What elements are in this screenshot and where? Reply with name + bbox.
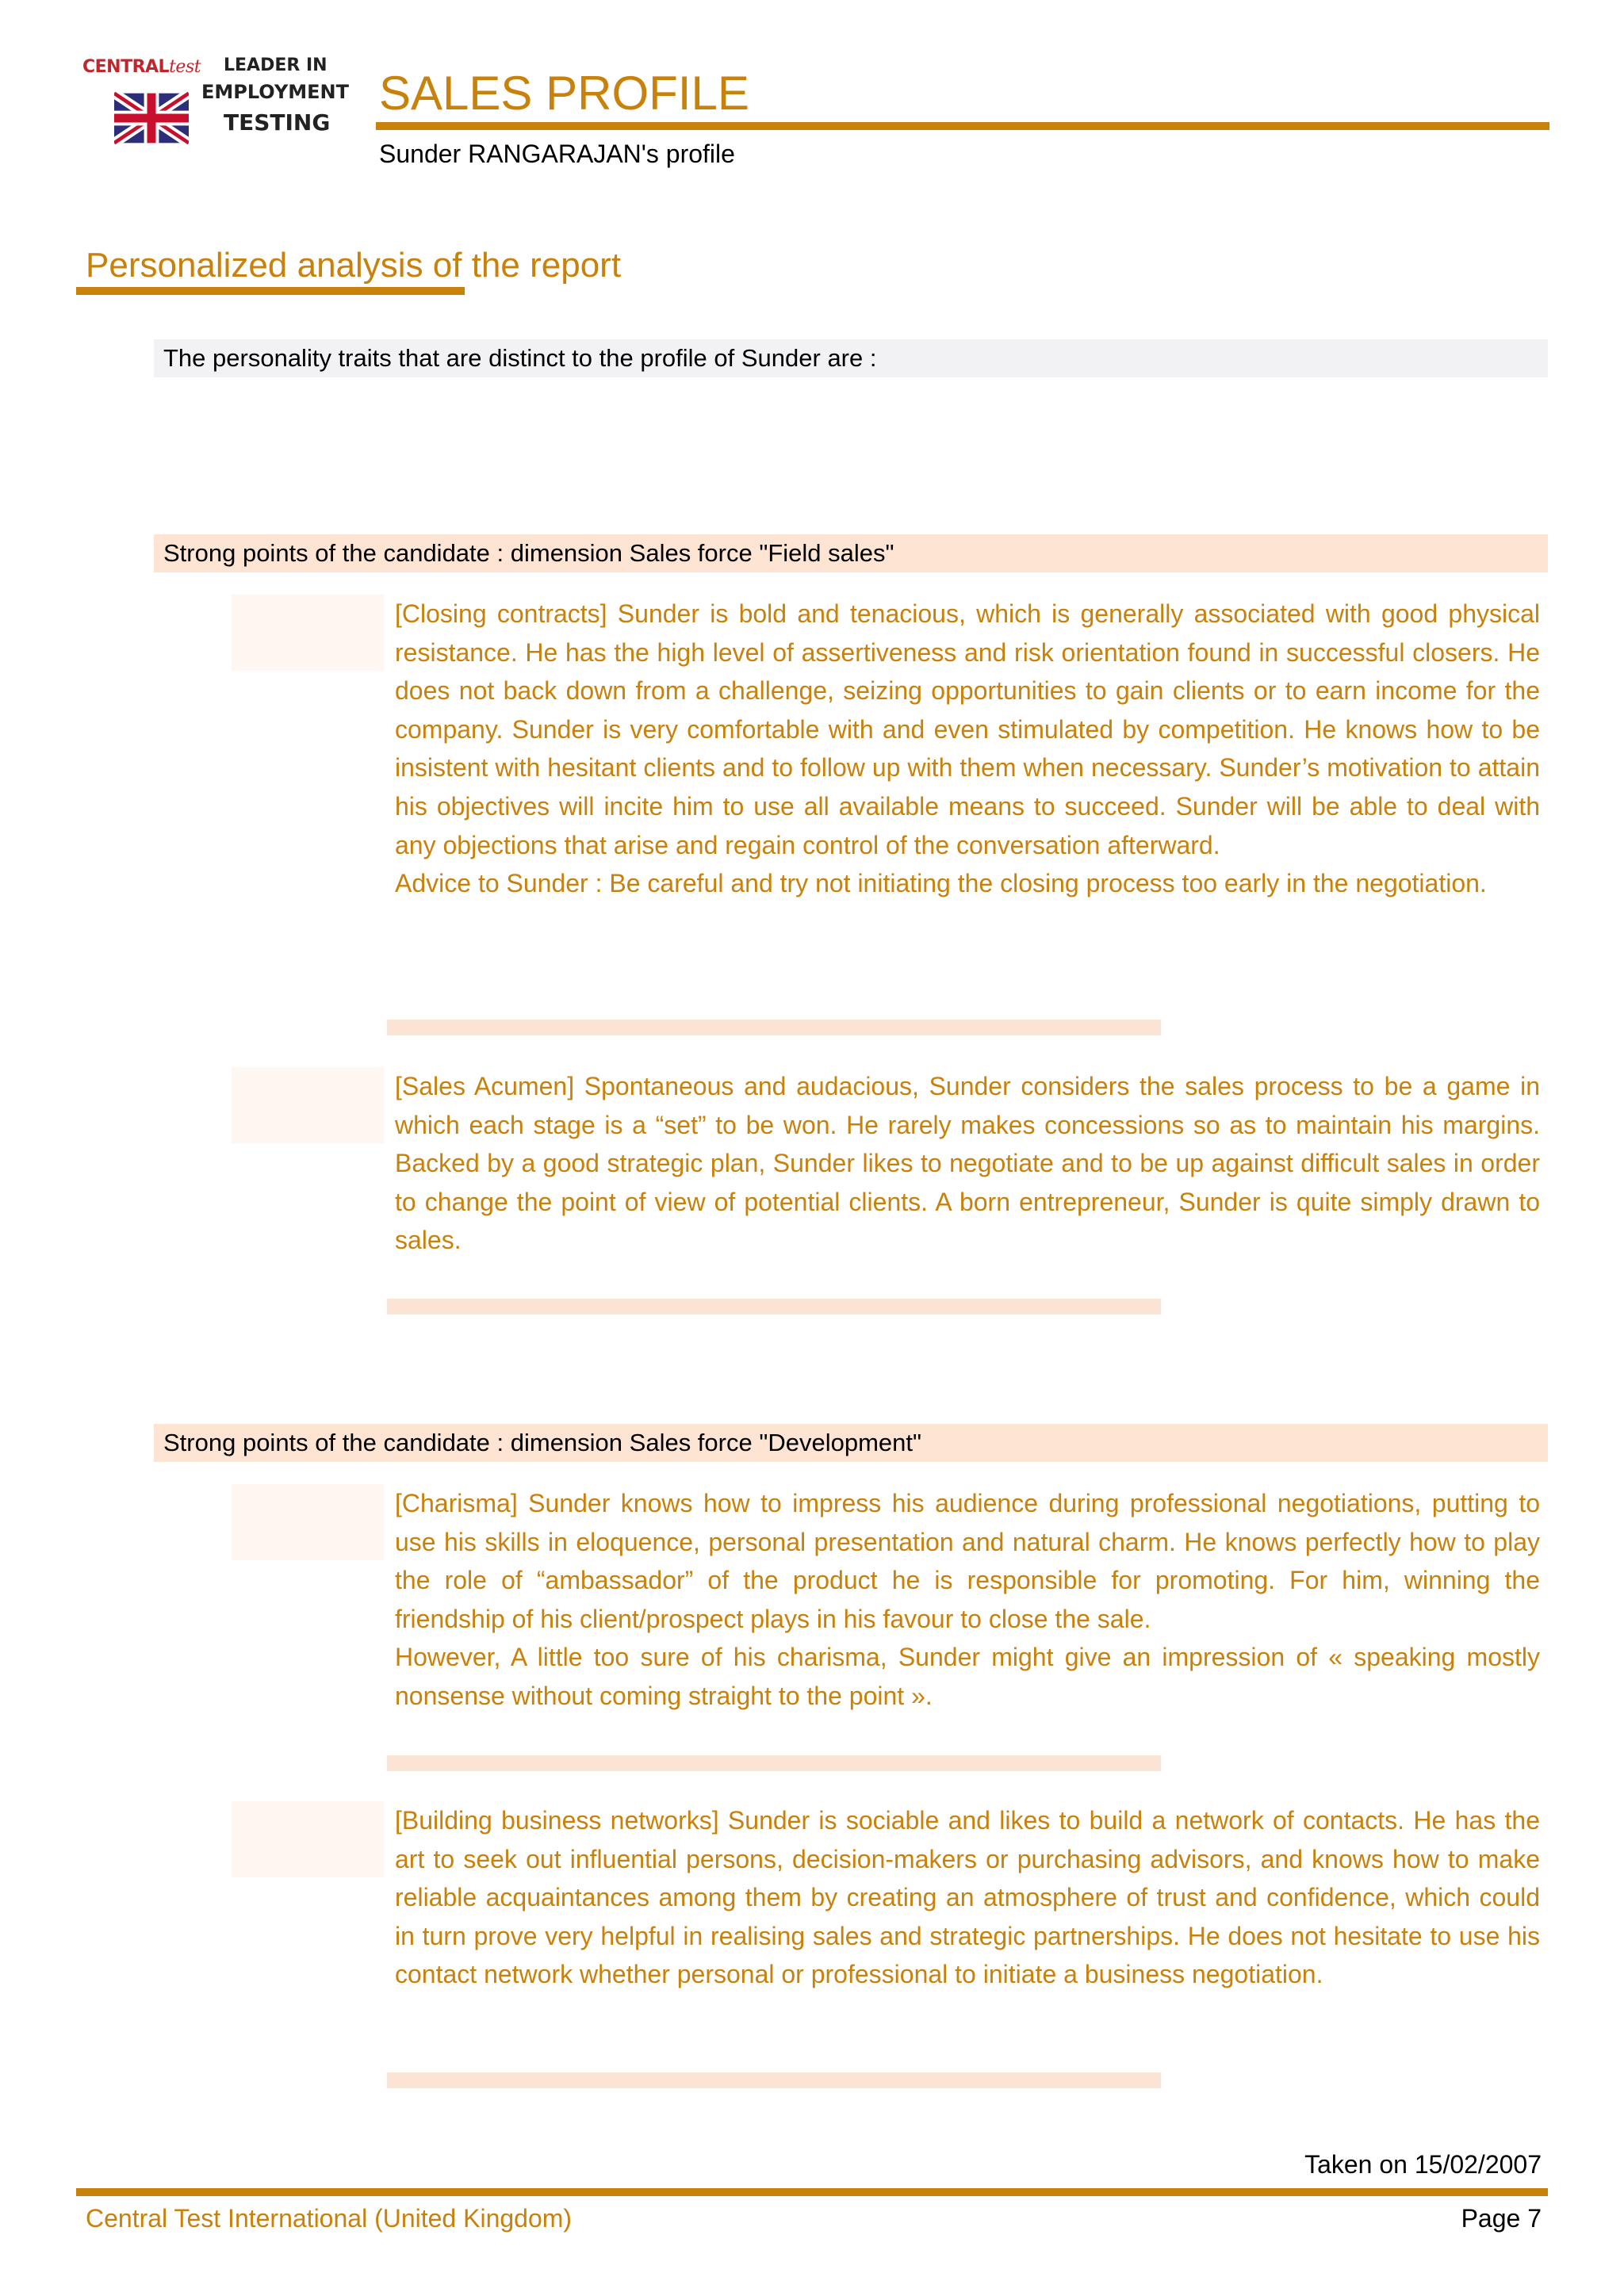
section-divider <box>387 1299 1161 1314</box>
profile-subtitle: Sunder RANGARAJAN's profile <box>379 140 735 168</box>
sales-acumen-text <box>395 1067 1540 1260</box>
side-box <box>232 595 384 671</box>
field-sales-bar: Strong points of the candidate : dimension Sales force "Field sales" <box>154 534 1548 572</box>
section-divider <box>387 1755 1161 1771</box>
logo-tagline-3: TESTING <box>224 109 331 136</box>
section-heading-rule <box>76 287 465 295</box>
sales-acumen-paragraph: [Sales Acumen] Spontaneous and audacious, Sunder considers the sales process to be a game in which each stage is a “set” to be won. He rarely makes concessions so as to maintain his margins. Backed by a good strategic plan, Sunder likes to negotiate and to be up against difficult sales in order to change the point of view of potential clients. A born entrepreneur, Sunder is quite simply drawn to sales. <box>395 1072 1540 1255</box>
section-heading: Personalized analysis of the report <box>86 246 622 285</box>
company-logo <box>81 52 350 163</box>
taken-date: Taken on 15/02/2007 <box>1304 2150 1542 2179</box>
logo-brand: CENTRALtest <box>82 57 201 77</box>
section-divider <box>387 1020 1161 1035</box>
side-box <box>232 1484 384 1560</box>
uk-flag-icon <box>114 90 189 146</box>
title-rule <box>376 122 1549 130</box>
side-box <box>232 1067 384 1143</box>
development-bar: Strong points of the candidate : dimension Sales force "Development" <box>154 1424 1548 1462</box>
logo-tagline-2: EMPLOYMENT <box>201 81 349 103</box>
business-networks-paragraph: [Building business networks] Sunder is sociable and likes to build a network of contacts. He has the art to seek out influential persons, decision-makers or purchasing advisors, and knows how to make reliable acquaintances among them by creating an atmosphere of trust and confidence, which could in turn prove very helpful in realising sales and strategic partnerships. He does not hesitate to use his contact network whether personal or professional to initiate a business negotiation. <box>395 1806 1540 1989</box>
page-title: SALES PROFILE <box>379 67 749 120</box>
page-number: Page 7 <box>1461 2204 1542 2233</box>
footer-company: Central Test International (United Kingdom) <box>86 2204 573 2233</box>
section-divider <box>387 2072 1161 2088</box>
side-box <box>232 1801 384 1877</box>
logo-tagline-1: LEADER IN <box>224 55 327 75</box>
traits-intro-bar: The personality traits that are distinct to the profile of Sunder are : <box>154 339 1548 377</box>
charisma-text <box>395 1484 1540 1716</box>
footer-rule <box>76 2188 1548 2196</box>
charisma-paragraph: [Charisma] Sunder knows how to impress his audience during professional negotiations, putting to use his skills in eloquence, personal presentation and natural charm. He knows perfectly how to play the role of “ambassador” of the product he is responsible for promoting. For him, winning the friendship of his client/prospect plays in his favour to close the sale. <box>395 1489 1540 1633</box>
closing-contracts-paragraph: [Closing contracts] Sunder is bold and tenacious, which is generally associated with good physical resistance. He has the high level of assertiveness and risk orientation found in successful closers. He does not back down from a challenge, seizing opportunities to gain clients or to earn income for the company. Sunder is very comfortable with and even stimulated by competition. He knows how to be insistent with hesitant clients and to follow up with them when necessary. Sunder’s motivation to attain his objectives will incite him to use all available means to succeed. Sunder will be able to deal with any objections that arise and regain control of the conversation afterward. <box>395 599 1540 859</box>
business-networks-text <box>395 1801 1540 1994</box>
charisma-caveat-paragraph: However, A little too sure of his charisma, Sunder might give an impression of « speaking mostly nonsense without coming straight to the point ». <box>395 1643 1540 1710</box>
closing-advice-paragraph: Advice to Sunder : Be careful and try not initiating the closing process too early in the negotiation. <box>395 869 1487 898</box>
closing-contracts-text <box>395 595 1540 903</box>
